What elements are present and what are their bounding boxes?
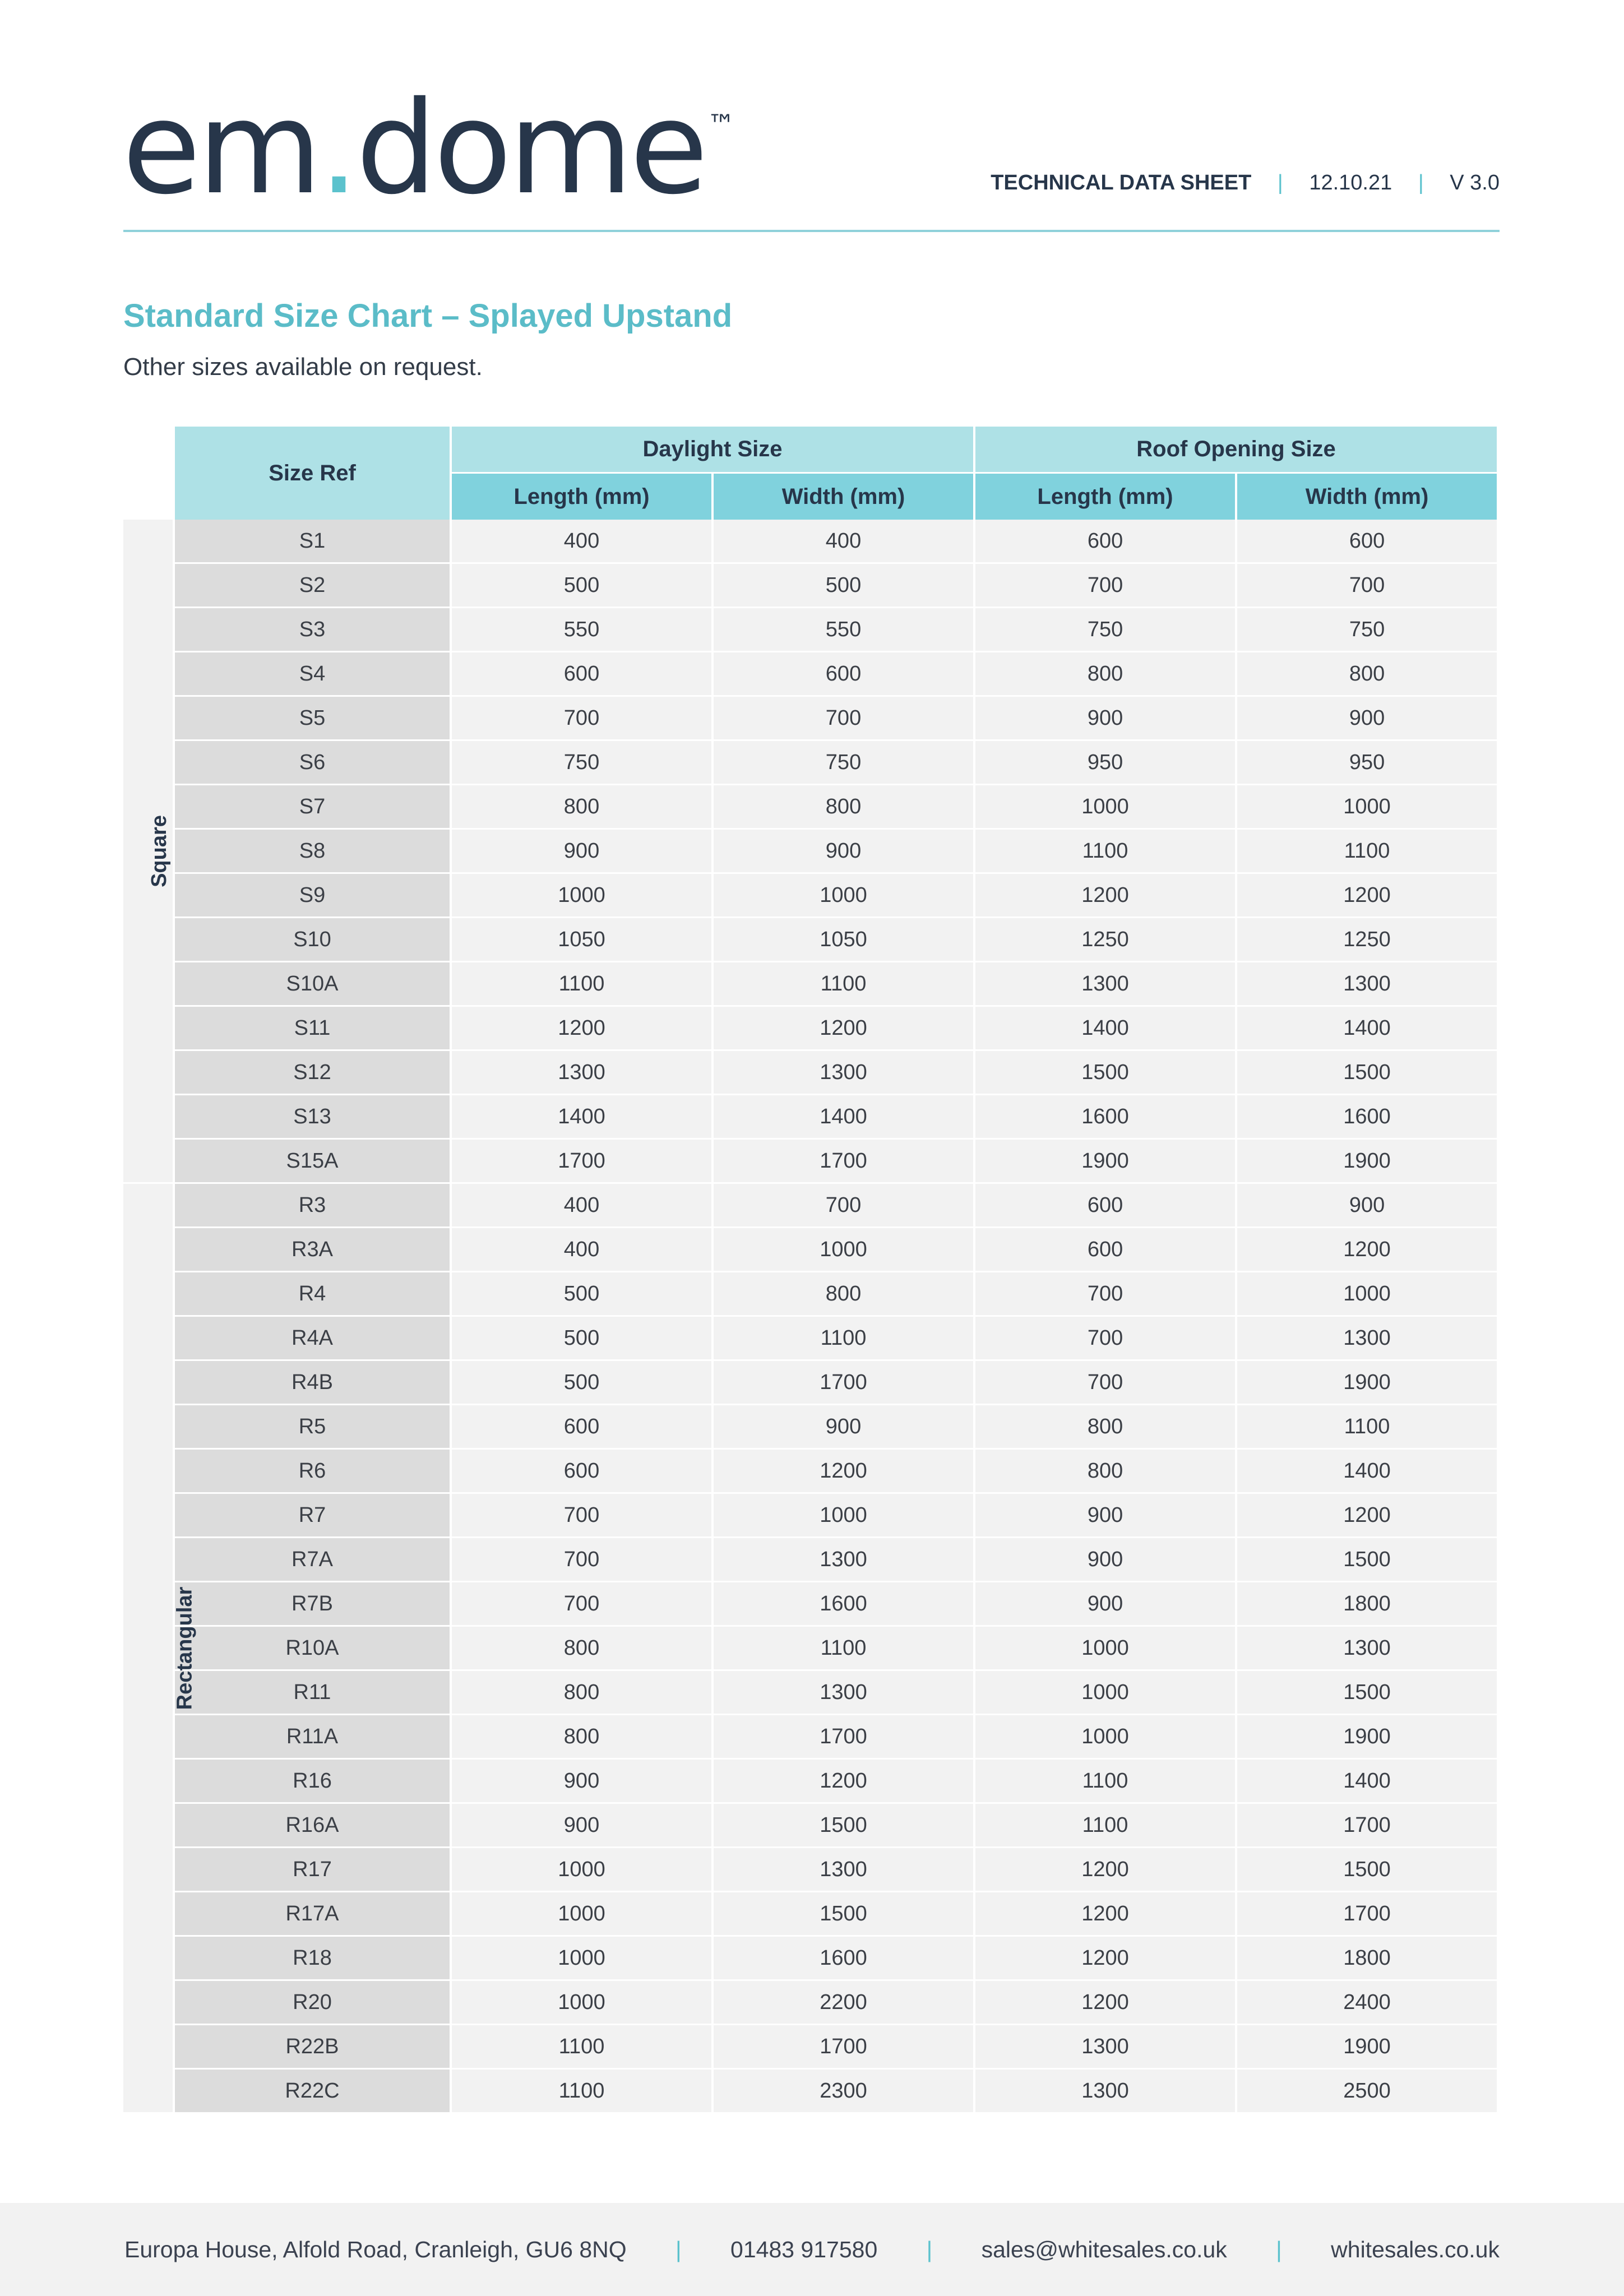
daylight-width-cell: 1300	[714, 1538, 975, 1582]
daylight-width-cell: 800	[714, 785, 975, 830]
size-ref-cell: S6	[173, 741, 452, 785]
size-ref-cell: R4	[173, 1272, 452, 1317]
roof-opening-length-cell: 1000	[975, 1715, 1237, 1760]
daylight-width-cell: 800	[714, 1272, 975, 1317]
daylight-length-cell: 1100	[452, 962, 714, 1007]
daylight-length-cell: 700	[452, 1494, 714, 1538]
roof-opening-width-cell: 1500	[1237, 1538, 1499, 1582]
roof-opening-length-cell: 1200	[975, 1981, 1237, 2025]
daylight-width-cell: 2200	[714, 1981, 975, 2025]
footer-separator: |	[1276, 2236, 1282, 2262]
size-ref-cell: R7B	[173, 1582, 452, 1627]
roof-opening-length-cell: 1500	[975, 1051, 1237, 1095]
table-row	[123, 962, 1499, 1007]
header-roof-opening-size: Roof Opening Size	[975, 427, 1499, 474]
roof-opening-length-cell: 900	[975, 697, 1237, 741]
daylight-length-cell: 1000	[452, 1937, 714, 1981]
table-row	[123, 564, 1499, 608]
table-row	[123, 1760, 1499, 1804]
roof-opening-width-cell: 1300	[1237, 1627, 1499, 1671]
daylight-width-cell: 1100	[714, 1317, 975, 1361]
table-row	[123, 1981, 1499, 2025]
roof-opening-width-cell: 1500	[1237, 1671, 1499, 1715]
size-ref-cell: R5	[173, 1405, 452, 1450]
roof-opening-length-cell: 1250	[975, 918, 1237, 962]
category-label: Rectangular	[173, 1586, 197, 1710]
footer-phone: 01483 917580	[730, 2236, 878, 2262]
daylight-width-cell: 1600	[714, 1937, 975, 1981]
daylight-width-cell: 700	[714, 697, 975, 741]
table-row	[123, 520, 1499, 564]
table-row	[123, 2025, 1499, 2070]
table-row	[123, 1272, 1499, 1317]
roof-opening-width-cell: 1000	[1237, 1272, 1499, 1317]
roof-opening-width-cell: 2500	[1237, 2070, 1499, 2114]
table-row	[123, 785, 1499, 830]
daylight-width-cell: 1000	[714, 1494, 975, 1538]
size-ref-cell: S8	[173, 830, 452, 874]
roof-opening-width-cell: 1900	[1237, 1715, 1499, 1760]
table-row	[123, 652, 1499, 697]
footer-website[interactable]: whitesales.co.uk	[1331, 2236, 1500, 2262]
daylight-width-cell: 1500	[714, 1892, 975, 1937]
daylight-width-cell: 1700	[714, 1361, 975, 1405]
daylight-length-cell: 900	[452, 1804, 714, 1848]
roof-opening-width-cell: 1400	[1237, 1007, 1499, 1051]
roof-opening-width-cell: 1000	[1237, 785, 1499, 830]
daylight-length-cell: 400	[452, 520, 714, 564]
roof-opening-length-cell: 800	[975, 1450, 1237, 1494]
roof-opening-width-cell: 1800	[1237, 1937, 1499, 1981]
roof-opening-length-cell: 1100	[975, 830, 1237, 874]
roof-opening-length-cell: 1600	[975, 1095, 1237, 1140]
size-ref-cell: S9	[173, 874, 452, 918]
roof-opening-length-cell: 1200	[975, 1892, 1237, 1937]
daylight-length-cell: 600	[452, 1405, 714, 1450]
header-roof-opening-length: Length (mm)	[975, 474, 1237, 520]
footer	[0, 2203, 1624, 2296]
roof-opening-length-cell: 700	[975, 1272, 1237, 1317]
daylight-width-cell: 1700	[714, 1140, 975, 1184]
header-divider	[123, 230, 1500, 232]
roof-opening-width-cell: 800	[1237, 652, 1499, 697]
size-ref-cell: S3	[173, 608, 452, 652]
header-daylight-width: Width (mm)	[714, 474, 975, 520]
roof-opening-width-cell: 1200	[1237, 1494, 1499, 1538]
daylight-length-cell: 900	[452, 1760, 714, 1804]
size-ref-cell: R11A	[173, 1715, 452, 1760]
daylight-width-cell: 1300	[714, 1051, 975, 1095]
roof-opening-width-cell: 1900	[1237, 1140, 1499, 1184]
daylight-length-cell: 600	[452, 652, 714, 697]
size-ref-cell: S13	[173, 1095, 452, 1140]
size-ref-cell: R10A	[173, 1627, 452, 1671]
roof-opening-width-cell: 1250	[1237, 918, 1499, 962]
roof-opening-length-cell: 1300	[975, 962, 1237, 1007]
table-row	[123, 1937, 1499, 1981]
roof-opening-length-cell: 800	[975, 652, 1237, 697]
size-ref-cell: R7A	[173, 1538, 452, 1582]
roof-opening-length-cell: 600	[975, 1184, 1237, 1228]
roof-opening-length-cell: 950	[975, 741, 1237, 785]
daylight-width-cell: 1000	[714, 874, 975, 918]
table-header	[123, 427, 1499, 520]
roof-opening-width-cell: 1400	[1237, 1760, 1499, 1804]
header-size-ref: Size Ref	[173, 427, 452, 520]
table-row	[123, 1538, 1499, 1582]
size-ref-cell: R17	[173, 1848, 452, 1892]
roof-opening-width-cell: 600	[1237, 520, 1499, 564]
daylight-width-cell: 550	[714, 608, 975, 652]
daylight-length-cell: 500	[452, 1361, 714, 1405]
size-ref-cell: R17A	[173, 1892, 452, 1937]
table-row	[123, 830, 1499, 874]
size-ref-cell: S2	[173, 564, 452, 608]
header-separator: |	[1277, 171, 1283, 195]
daylight-length-cell: 700	[452, 1582, 714, 1627]
table-row	[123, 1450, 1499, 1494]
brand-name-part1: em	[122, 73, 319, 223]
table-row	[123, 697, 1499, 741]
daylight-length-cell: 750	[452, 741, 714, 785]
roof-opening-width-cell: 750	[1237, 608, 1499, 652]
size-ref-cell: S5	[173, 697, 452, 741]
size-chart	[123, 427, 1499, 2114]
daylight-width-cell: 1500	[714, 1804, 975, 1848]
daylight-width-cell: 1050	[714, 918, 975, 962]
size-ref-cell: R7	[173, 1494, 452, 1538]
table-row	[123, 1228, 1499, 1272]
daylight-width-cell: 1700	[714, 1715, 975, 1760]
roof-opening-length-cell: 1000	[975, 1671, 1237, 1715]
size-ref-cell: R20	[173, 1981, 452, 2025]
daylight-length-cell: 1300	[452, 1051, 714, 1095]
daylight-width-cell: 700	[714, 1184, 975, 1228]
size-ref-cell: S10	[173, 918, 452, 962]
daylight-width-cell: 1200	[714, 1450, 975, 1494]
roof-opening-width-cell: 900	[1237, 1184, 1499, 1228]
roof-opening-width-cell: 1200	[1237, 1228, 1499, 1272]
table-row	[123, 1051, 1499, 1095]
roof-opening-width-cell: 1200	[1237, 874, 1499, 918]
roof-opening-length-cell: 1000	[975, 785, 1237, 830]
daylight-length-cell: 900	[452, 830, 714, 874]
table-row	[123, 1715, 1499, 1760]
header-corner	[123, 427, 173, 520]
daylight-width-cell: 1000	[714, 1228, 975, 1272]
daylight-length-cell: 800	[452, 1671, 714, 1715]
size-table	[123, 427, 1499, 2114]
roof-opening-length-cell: 900	[975, 1538, 1237, 1582]
daylight-width-cell: 1300	[714, 1848, 975, 1892]
roof-opening-length-cell: 1400	[975, 1007, 1237, 1051]
daylight-length-cell: 800	[452, 1715, 714, 1760]
roof-opening-length-cell: 800	[975, 1405, 1237, 1450]
table-row	[123, 874, 1499, 918]
header-roof-opening-width: Width (mm)	[1237, 474, 1499, 520]
roof-opening-width-cell: 1900	[1237, 2025, 1499, 2070]
roof-opening-length-cell: 1000	[975, 1627, 1237, 1671]
size-ref-cell: S4	[173, 652, 452, 697]
document-type: TECHNICAL DATA SHEET	[991, 171, 1252, 195]
roof-opening-width-cell: 1300	[1237, 1317, 1499, 1361]
table-row	[123, 741, 1499, 785]
roof-opening-width-cell: 700	[1237, 564, 1499, 608]
daylight-length-cell: 1000	[452, 1981, 714, 2025]
footer-contact	[124, 2203, 1500, 2296]
table-row	[123, 1361, 1499, 1405]
daylight-length-cell: 1200	[452, 1007, 714, 1051]
roof-opening-length-cell: 900	[975, 1582, 1237, 1627]
roof-opening-width-cell: 1400	[1237, 1450, 1499, 1494]
daylight-length-cell: 550	[452, 608, 714, 652]
daylight-width-cell: 1600	[714, 1582, 975, 1627]
daylight-length-cell: 600	[452, 1450, 714, 1494]
roof-opening-width-cell: 1800	[1237, 1582, 1499, 1627]
daylight-width-cell: 900	[714, 1405, 975, 1450]
daylight-length-cell: 700	[452, 697, 714, 741]
daylight-length-cell: 400	[452, 1184, 714, 1228]
daylight-width-cell: 1300	[714, 1671, 975, 1715]
roof-opening-width-cell: 1300	[1237, 962, 1499, 1007]
table-row	[123, 1317, 1499, 1361]
header-meta	[991, 171, 1500, 195]
table-body	[123, 520, 1499, 2114]
roof-opening-length-cell: 1200	[975, 1937, 1237, 1981]
daylight-length-cell: 1050	[452, 918, 714, 962]
daylight-width-cell: 600	[714, 652, 975, 697]
table-row	[123, 1671, 1499, 1715]
roof-opening-width-cell: 1900	[1237, 1361, 1499, 1405]
category-label: Square	[147, 814, 171, 887]
table-row	[123, 918, 1499, 962]
roof-opening-width-cell: 950	[1237, 741, 1499, 785]
daylight-width-cell: 1100	[714, 962, 975, 1007]
brand-dot: .	[318, 73, 356, 223]
size-ref-cell: S7	[173, 785, 452, 830]
footer-separator: |	[675, 2236, 682, 2262]
daylight-width-cell: 1200	[714, 1760, 975, 1804]
header-separator: |	[1418, 171, 1424, 195]
document-date: 12.10.21	[1309, 171, 1392, 195]
page-subtitle: Other sizes available on request.	[123, 353, 483, 381]
roof-opening-width-cell: 1500	[1237, 1051, 1499, 1095]
daylight-width-cell: 500	[714, 564, 975, 608]
table-row	[123, 1095, 1499, 1140]
roof-opening-width-cell: 1100	[1237, 1405, 1499, 1450]
daylight-length-cell: 1100	[452, 2025, 714, 2070]
roof-opening-length-cell: 700	[975, 1317, 1237, 1361]
daylight-length-cell: 1000	[452, 874, 714, 918]
daylight-length-cell: 400	[452, 1228, 714, 1272]
size-ref-cell: S10A	[173, 962, 452, 1007]
size-ref-cell: R16A	[173, 1804, 452, 1848]
daylight-length-cell: 800	[452, 1627, 714, 1671]
roof-opening-width-cell: 1100	[1237, 830, 1499, 874]
size-ref-cell: R11	[173, 1671, 452, 1715]
header-daylight-length: Length (mm)	[452, 474, 714, 520]
size-ref-cell: R22C	[173, 2070, 452, 2114]
roof-opening-length-cell: 1100	[975, 1804, 1237, 1848]
size-ref-cell: S11	[173, 1007, 452, 1051]
size-ref-cell: R4A	[173, 1317, 452, 1361]
daylight-length-cell: 1000	[452, 1892, 714, 1937]
roof-opening-length-cell: 1200	[975, 1848, 1237, 1892]
footer-address: Europa House, Alfold Road, Cranleigh, GU6 8NQ	[124, 2236, 627, 2262]
daylight-width-cell: 900	[714, 830, 975, 874]
size-ref-cell: R3A	[173, 1228, 452, 1272]
category-rectangular	[123, 1184, 197, 2114]
document-version: V 3.0	[1450, 171, 1500, 195]
daylight-width-cell: 2300	[714, 2070, 975, 2114]
table-row	[123, 1804, 1499, 1848]
table-row	[123, 1184, 1499, 1228]
daylight-length-cell: 1100	[452, 2070, 714, 2114]
header-daylight-size: Daylight Size	[452, 427, 975, 474]
brand-name-part2: dome	[355, 73, 705, 223]
roof-opening-length-cell: 1200	[975, 874, 1237, 918]
roof-opening-width-cell: 1700	[1237, 1804, 1499, 1848]
daylight-length-cell: 800	[452, 785, 714, 830]
roof-opening-length-cell: 1100	[975, 1760, 1237, 1804]
size-ref-cell: R16	[173, 1760, 452, 1804]
daylight-width-cell: 1200	[714, 1007, 975, 1051]
daylight-length-cell: 1000	[452, 1848, 714, 1892]
table-row	[123, 1582, 1499, 1627]
daylight-length-cell: 700	[452, 1538, 714, 1582]
roof-opening-length-cell: 600	[975, 520, 1237, 564]
daylight-length-cell: 1400	[452, 1095, 714, 1140]
size-ref-cell: R4B	[173, 1361, 452, 1405]
daylight-length-cell: 500	[452, 1272, 714, 1317]
roof-opening-length-cell: 1300	[975, 2070, 1237, 2114]
daylight-width-cell: 400	[714, 520, 975, 564]
roof-opening-length-cell: 900	[975, 1494, 1237, 1538]
daylight-length-cell: 500	[452, 1317, 714, 1361]
table-row	[123, 1140, 1499, 1184]
trademark-symbol: ™	[707, 109, 735, 141]
page-title: Standard Size Chart – Splayed Upstand	[123, 298, 733, 334]
daylight-length-cell: 500	[452, 564, 714, 608]
footer-separator: |	[926, 2236, 933, 2262]
category-square	[123, 520, 173, 1184]
size-ref-cell: R6	[173, 1450, 452, 1494]
roof-opening-length-cell: 750	[975, 608, 1237, 652]
roof-opening-length-cell: 700	[975, 1361, 1237, 1405]
roof-opening-width-cell: 1700	[1237, 1892, 1499, 1937]
daylight-width-cell: 1700	[714, 2025, 975, 2070]
roof-opening-length-cell: 1900	[975, 1140, 1237, 1184]
brand-logo	[122, 73, 735, 223]
table-row	[123, 1848, 1499, 1892]
size-ref-cell: S1	[173, 520, 452, 564]
table-row	[123, 1627, 1499, 1671]
daylight-length-cell: 1700	[452, 1140, 714, 1184]
roof-opening-width-cell: 1600	[1237, 1095, 1499, 1140]
table-row	[123, 1494, 1499, 1538]
table-row	[123, 608, 1499, 652]
roof-opening-length-cell: 600	[975, 1228, 1237, 1272]
roof-opening-width-cell: 1500	[1237, 1848, 1499, 1892]
size-ref-cell: R3	[173, 1184, 452, 1228]
size-ref-cell: R18	[173, 1937, 452, 1981]
daylight-width-cell: 1400	[714, 1095, 975, 1140]
size-ref-cell: S15A	[173, 1140, 452, 1184]
size-ref-cell: S12	[173, 1051, 452, 1095]
header-row-groups	[123, 427, 1499, 474]
table-row	[123, 1007, 1499, 1051]
table-row	[123, 1405, 1499, 1450]
daylight-width-cell: 750	[714, 741, 975, 785]
daylight-width-cell: 1100	[714, 1627, 975, 1671]
footer-email[interactable]: sales@whitesales.co.uk	[981, 2236, 1227, 2262]
roof-opening-width-cell: 900	[1237, 697, 1499, 741]
size-ref-cell: R22B	[173, 2025, 452, 2070]
roof-opening-length-cell: 700	[975, 564, 1237, 608]
roof-opening-length-cell: 1300	[975, 2025, 1237, 2070]
table-row	[123, 1892, 1499, 1937]
roof-opening-width-cell: 2400	[1237, 1981, 1499, 2025]
table-row	[123, 2070, 1499, 2114]
